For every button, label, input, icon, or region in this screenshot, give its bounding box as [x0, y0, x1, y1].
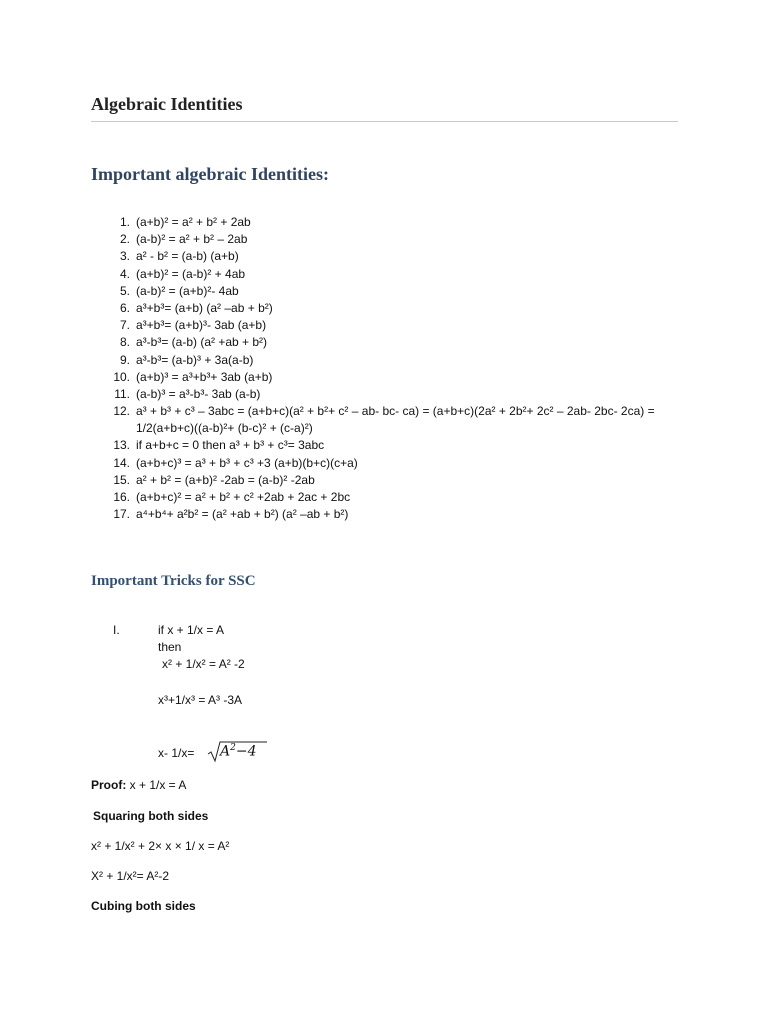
identity-number: 13.	[113, 438, 130, 453]
identity-number: 14.	[113, 455, 130, 470]
identity-text: a³-b³= (a-b) (a² +ab + b²)	[136, 335, 268, 350]
identity-text: a² - b² = (a-b) (a+b)	[136, 249, 239, 264]
identity-item	[0, 214, 768, 231]
identity-number: 16.	[113, 490, 130, 504]
identity-item	[0, 403, 768, 420]
proof-cubing: Cubing both sides	[91, 899, 196, 913]
identity-item	[0, 489, 768, 506]
identity-number: 8.	[119, 335, 130, 350]
document-title: Algebraic Identities	[91, 94, 243, 114]
trick-result-diff-label: x- 1/x=	[158, 746, 195, 760]
identity-item	[0, 248, 768, 265]
proof-squaring: Squaring both sides	[93, 809, 209, 823]
title-divider	[91, 121, 678, 122]
identity-item	[0, 437, 768, 454]
identity-text: (a+b)² = a² + b² + 2ab	[136, 215, 251, 229]
identity-continuation	[0, 420, 768, 437]
identity-text: a² + b² = (a+b)² -2ab = (a-b)² -2ab	[136, 472, 315, 487]
identity-item	[0, 386, 768, 403]
identity-number: 7.	[119, 318, 130, 333]
identities-list	[0, 214, 768, 523]
identity-text: (a-b)² = a² + b² – 2ab	[136, 232, 248, 247]
identity-number: 17.	[113, 507, 130, 522]
trick-then-line: then	[158, 640, 182, 654]
identity-text: if a+b+c = 0 then a³ + b³ + c³= 3abc	[136, 438, 325, 453]
identity-text: (a+b+c)³ = a³ + b³ + c³ +3 (a+b)(b+c)(c+a)	[136, 455, 358, 470]
identity-text: (a+b+c)² = a² + b² + c² +2ab + 2ac + 2bc	[136, 490, 351, 504]
identities-heading: Important algebraic Identities:	[91, 164, 329, 184]
proof-line	[91, 778, 186, 792]
identity-text: a³+b³= (a+b)³- 3ab (a+b)	[136, 318, 267, 333]
identity-text: (a+b)² = (a-b)² + 4ab	[136, 266, 246, 281]
sqrt-base: A	[220, 743, 231, 760]
identity-text: a⁴+b⁴+ a²b² = (a² +ab + b²) (a² –ab + b²)	[136, 507, 349, 522]
identity-text: a³ + b³ + c³ – 3abc = (a+b+c)(a² + b²+ c² – ab- bc- ca) = (a+b+c)(2a² + 2b²+ 2c² – 2ab- 2bc- 2ca) =	[136, 404, 655, 419]
trick-result-cube: x³+1/x³ = A³ -3A	[158, 693, 243, 707]
identity-item	[0, 334, 768, 351]
identity-item	[0, 231, 768, 248]
identity-number: 1.	[119, 215, 130, 229]
identity-number: 15.	[113, 472, 130, 487]
identity-item	[0, 283, 768, 300]
proof-statement: x + 1/x = A	[126, 778, 187, 792]
identity-text: a³-b³= (a-b)³ + 3a(a-b)	[136, 352, 254, 367]
identity-number: 10.	[113, 369, 130, 384]
tricks-heading: Important Tricks for SSC	[91, 573, 256, 589]
identity-number: 6.	[119, 300, 130, 315]
identity-number: 5.	[119, 283, 130, 298]
identity-item	[0, 352, 768, 369]
sqrt-radicand	[220, 743, 257, 760]
trick-if-line: if x + 1/x = A	[158, 623, 225, 637]
identity-number: 3.	[119, 249, 130, 264]
identity-number: 12.	[113, 404, 130, 419]
identity-text: (a-b)³ = a³-b³- 3ab (a-b)	[136, 386, 261, 401]
proof-step-2: X² + 1/x²= A²-2	[91, 869, 170, 883]
identity-item	[0, 317, 768, 334]
trick-result-square: x² + 1/x² = A² -2	[162, 657, 245, 671]
proof-label: Proof:	[91, 778, 127, 792]
identity-number: 11.	[114, 386, 130, 401]
sqrt-exponent: 2	[230, 743, 236, 753]
identity-continuation-text: 1/2(a+b+c)((a-b)²+ (b-c)² + (c-a)²)	[136, 421, 313, 436]
identity-item	[0, 506, 768, 523]
identity-text: (a+b)³ = a³+b³+ 3ab (a+b)	[136, 369, 273, 384]
identity-number: 2.	[119, 232, 130, 247]
identity-item	[0, 472, 768, 489]
identity-item	[0, 266, 768, 283]
identity-text: (a-b)² = (a+b)²- 4ab	[136, 283, 239, 298]
proof-step-1: x² + 1/x² + 2× x × 1/ x = A²	[91, 839, 230, 853]
identity-item	[0, 369, 768, 386]
trick-number: I.	[113, 623, 120, 637]
identity-text: a³+b³= (a+b) (a² –ab + b²)	[136, 300, 273, 315]
sqrt-rest: −4	[235, 743, 257, 760]
identity-item	[0, 455, 768, 472]
identity-number: 4.	[119, 266, 130, 281]
identity-number: 9.	[119, 352, 130, 367]
identity-item	[0, 300, 768, 317]
